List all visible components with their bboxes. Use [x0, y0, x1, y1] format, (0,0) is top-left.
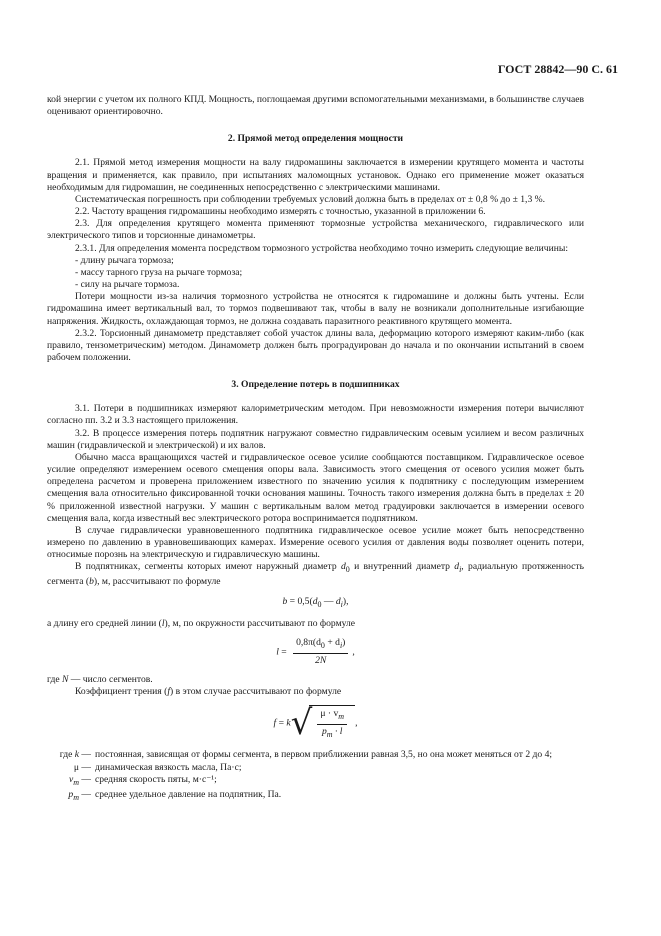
legend-symbol: где k —	[59, 749, 91, 761]
section-3-heading: 3. Определение потерь в подшипниках	[231, 379, 400, 391]
paragraph-2-1-error: Систематическая погрешность при соблюдении требуемых условий должна быть в пределах от ± 0,8 % до ± 1,3 %.	[75, 193, 546, 205]
legend-definition: средняя скорость пяты, м·с⁻¹;	[95, 773, 217, 785]
paragraph-segments: В подпятниках, сегменты которых имеют наружный диаметр $d_0$ и внутренний диаметр $d_i$, радиальную протяженность сегмента (b), м, рассчитывают по формуле	[47, 561, 584, 588]
page-content	[47, 94, 584, 804]
formula-f: f = k√ $\frac{\mu \cdot v_m}{p_m \cdot l}$ ,	[273, 703, 358, 744]
section-2-heading: 2. Прямой метод определения мощности	[227, 133, 404, 145]
page-header: ГОСТ 28842—90 С. 61	[497, 62, 618, 76]
sqrt-symbol: √ $\frac{\mu \cdot v_m}{p_m \cdot l}$	[291, 705, 355, 741]
legend-symbol: $p_m$ —	[68, 788, 91, 802]
list-item: - силу на рычаге тормоза.	[75, 279, 180, 291]
intro-paragraph: кой энергии с учетом их полного КПД. Мощность, поглощаемая другими вспомогательными механизмами, в большинстве случаев оценивают ориентировочно.	[47, 94, 584, 118]
formula-l: l = $\frac{0,8\pi(d_0 + d_i)}{2N}$ ,	[276, 636, 355, 666]
paragraph-3-1: 3.1. Потери в подшипниках измеряют калориметрическим методом. При невозможности измерения потери вычисляют согласно пп. 3.2 и 3.3 настоящего приложения.	[47, 403, 584, 427]
legend-definition: постоянная, зависящая от формы сегмента, в первом приближении равная 3,5, но она может меняться от 2 до 4;	[95, 749, 553, 761]
paragraph-balanced-bearing: В случае гидравлически уравновешенного подпятника гидравлическое осевое усилие может быть непосредственно измерено по давлению в уравновешивающих камерах. Измерение осевого усилия от давления воды позволяет оценить потери, относимые порознь на электрическую и гидравлическую машины.	[47, 524, 584, 561]
legend-symbol: μ —	[73, 761, 91, 773]
paragraph-axial-force: Обычно масса вращающихся частей и гидравлическое осевое усилие сообщаются поставщиком. Гидравлическое осевое усилие определяют измерением осевого смещения опоры вала. Зависимость этого смещения от осевого усилия может быть определена расчетом и проверена приложением известного по значению усилия к подпятнику с последующим измерением смещения вала относительно фиксированной точки основания машины. Точность такого измерения должна быть в пределах ± 20 % приложенной известной нагрузки. У машин с вертикальным валом метод градуировки заключается в измерении осевого смещения вала, когда известный вес электрического ротора воспринимается подпятником.	[47, 451, 584, 524]
paragraph-2-3-1: 2.3.1. Для определения момента посредством тормозного устройства необходимо точно измерить следующие величины:	[75, 242, 568, 254]
symbol-legend	[47, 749, 584, 803]
formula-b: $b = 0,5(d_0$ — $d_i$),	[282, 595, 349, 609]
paragraph-friction: Коэффициент трения (f) в этом случае рассчитывают по формуле	[75, 686, 342, 698]
legend-definition: среднее удельное давление на подпятник, Па.	[95, 788, 282, 800]
paragraph-2-3: 2.3. Для определения крутящего момента применяют тормозные устройства механического, гидравлического или электрического типов и торсионные динамометры.	[47, 218, 584, 242]
list-item: - массу тарного груза на рычаге тормоза;	[75, 266, 243, 278]
paragraph-brake-losses: Потери мощности из-за наличия тормозного устройства не относятся к гидромашине и должны быть учтены. Если гидромашина имеет вертикальный вал, то тормоз подвешивают так, чтобы в валу не возникали дополнительные изгибающие напряжения. Жидкость, охлаждающая тормоз, не должна создавать паразитного реактивного крутящего момента.	[47, 291, 584, 327]
paragraph-mean-line: а длину его средней линии (l), м, по окружности рассчитывают по формуле	[47, 617, 356, 629]
legend-definition: динамическая вязкость масла, Па·с;	[95, 761, 242, 773]
legend-symbol: $v_m$ —	[68, 773, 91, 787]
list-item: - длину рычага тормоза;	[75, 254, 174, 266]
paragraph-2-2: 2.2. Частоту вращения гидромашины необходимо измерять с точностью, указанной в приложении 6.	[75, 206, 486, 218]
paragraph-3-2: 3.2. В процессе измерения потерь подпятник нагружают совместно гидравлическим осевым усилием и весом различных машин (гидравлической и электрической) и их валов.	[47, 427, 584, 451]
paragraph-2-3-2: 2.3.2. Торсионный динамометр представляет собой участок длины вала, деформацию которого измеряют каким-либо (как правило, тензометрическим) методом. Динамометр должен быть проградуирован до начала и по окончании испытаний в своем рабочем положении.	[47, 327, 584, 363]
paragraph-2-1: 2.1. Прямой метод измерения мощности на валу гидромашины заключается в измерении крутящего момента и частоты вращения и применяется, как правило, при испытаниях маломощных установок. Однако его применение может оказаться необходимым для гидромашин, не соединенных непосредственно с электрическими машинами.	[47, 157, 584, 193]
paragraph-n-definition: где N — число сегментов.	[47, 673, 153, 685]
